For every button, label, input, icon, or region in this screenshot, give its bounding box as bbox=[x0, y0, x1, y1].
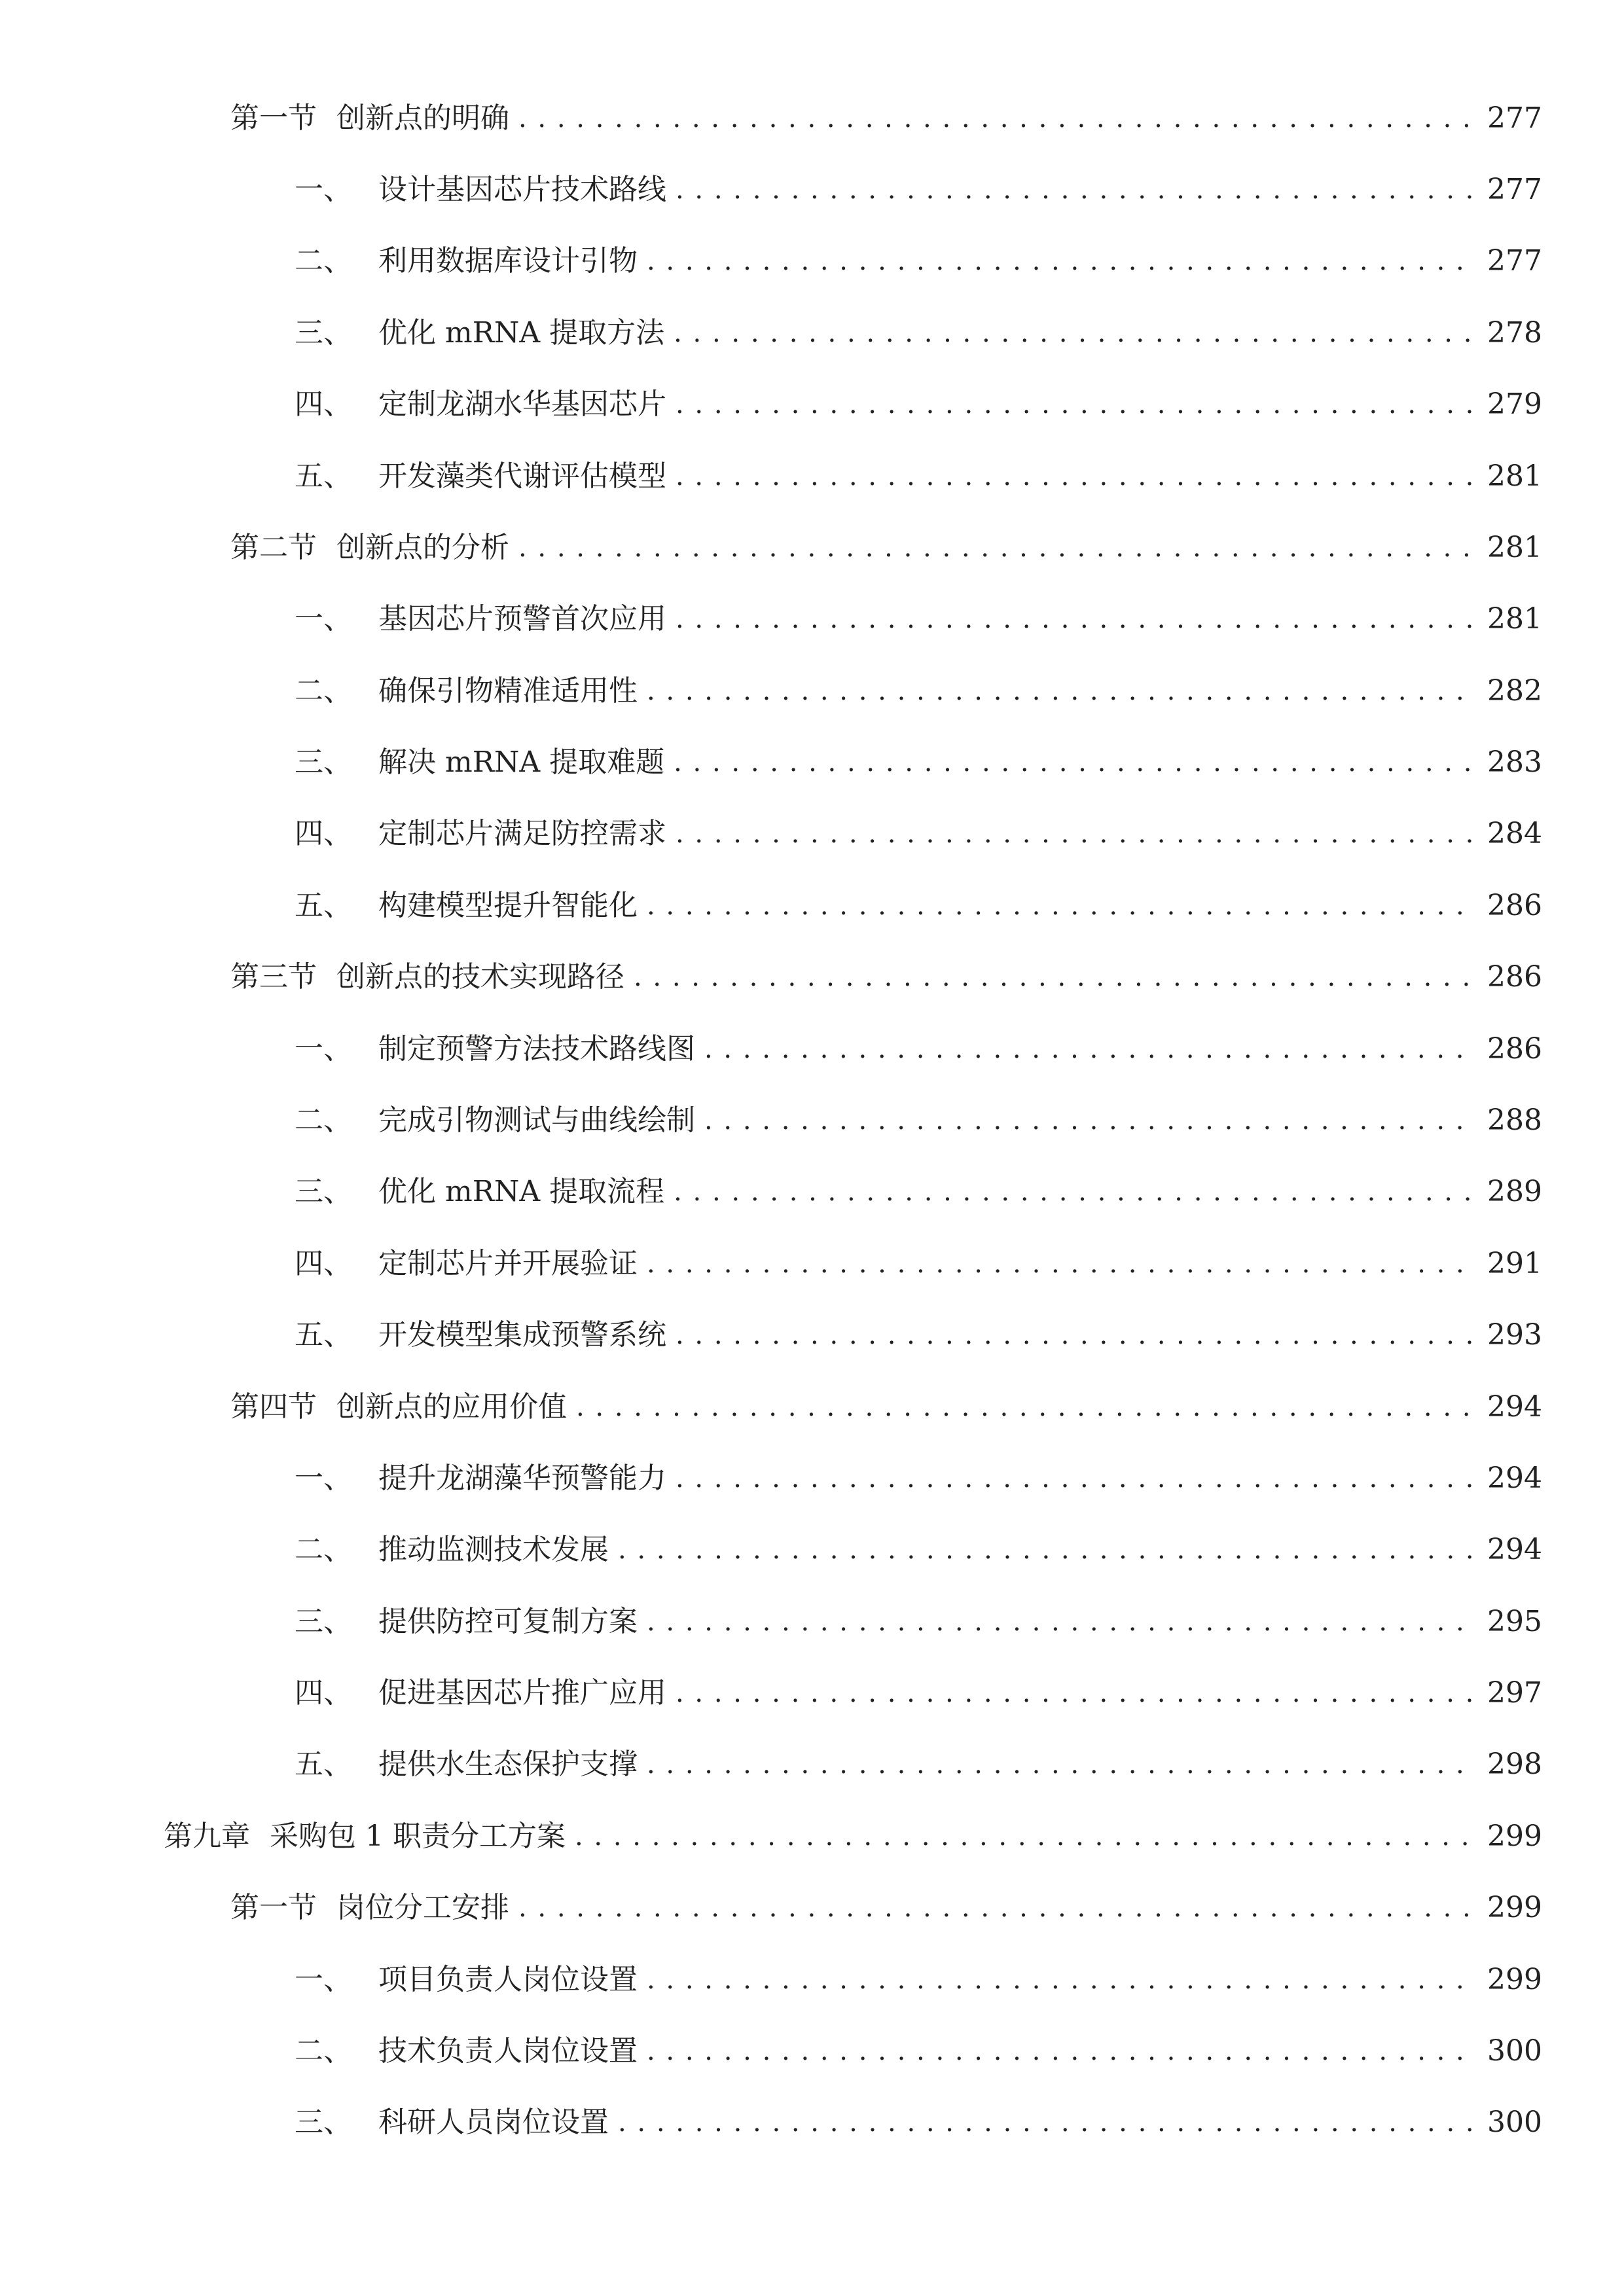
toc-entry-number: 一、 bbox=[295, 1462, 352, 1495]
toc-entry[interactable] bbox=[295, 2096, 1542, 2149]
toc-entry-page: 298 bbox=[1487, 1748, 1542, 1781]
dot-leader bbox=[618, 1524, 1474, 1576]
toc-entry-number: 第九章 bbox=[164, 1820, 250, 1853]
toc-entry-title: 创新点的明确 bbox=[336, 101, 509, 135]
dot-leader bbox=[674, 736, 1474, 789]
dot-leader bbox=[647, 1954, 1474, 2006]
toc-entry-number: 一、 bbox=[295, 1963, 352, 1996]
toc-entry-title: 创新点的技术实现路径 bbox=[336, 960, 624, 994]
toc-entry-number: 四、 bbox=[295, 1247, 352, 1280]
dot-leader bbox=[518, 522, 1474, 574]
toc-entry-page: 286 bbox=[1487, 889, 1542, 922]
toc-entry[interactable] bbox=[164, 1810, 1542, 1863]
toc-entry[interactable] bbox=[230, 522, 1542, 574]
toc-entry-number: 四、 bbox=[295, 1676, 352, 1710]
dot-leader bbox=[634, 951, 1474, 1003]
dot-leader bbox=[647, 1238, 1474, 1290]
toc-entry[interactable] bbox=[295, 378, 1542, 431]
toc-entry-page: 288 bbox=[1487, 1103, 1542, 1137]
toc-entry-number: 二、 bbox=[295, 674, 352, 708]
toc-entry-number: 四、 bbox=[295, 387, 352, 421]
toc-entry-number: 三、 bbox=[295, 745, 352, 779]
dot-leader bbox=[618, 2096, 1474, 2149]
toc-entry-page: 291 bbox=[1487, 1247, 1542, 1280]
toc-entry-number: 二、 bbox=[295, 1103, 352, 1137]
dot-leader bbox=[647, 880, 1474, 932]
dot-leader bbox=[676, 1309, 1474, 1361]
toc-entry-number: 三、 bbox=[295, 316, 352, 350]
toc-entry-page: 299 bbox=[1487, 1891, 1542, 1924]
toc-entry-title: 创新点的应用价值 bbox=[336, 1390, 567, 1424]
toc-entry-page: 277 bbox=[1487, 101, 1542, 135]
toc-entry-title: 利用数据库设计引物 bbox=[378, 244, 638, 278]
toc-entry[interactable] bbox=[295, 1452, 1542, 1505]
toc-entry[interactable] bbox=[295, 235, 1542, 287]
toc-entry-title: 优化 mRNA 提取流程 bbox=[378, 1175, 665, 1208]
toc-entry-page: 300 bbox=[1487, 2106, 1542, 2139]
toc-entry-title: 制定预警方法技术路线图 bbox=[378, 1032, 695, 1066]
toc-entry-title: 基因芯片预警首次应用 bbox=[378, 602, 666, 636]
toc-entry[interactable] bbox=[295, 736, 1542, 789]
dot-leader bbox=[676, 378, 1474, 431]
toc-entry-title: 推动监测技术发展 bbox=[378, 1533, 609, 1566]
toc-entry-page: 297 bbox=[1487, 1676, 1542, 1710]
toc-entry-page: 281 bbox=[1487, 602, 1542, 636]
toc-entry-page: 286 bbox=[1487, 1032, 1542, 1066]
dot-leader bbox=[676, 1667, 1474, 1719]
toc-entry[interactable] bbox=[295, 1596, 1542, 1648]
dot-leader bbox=[647, 1596, 1474, 1648]
toc-entry[interactable] bbox=[295, 1309, 1542, 1361]
toc-entry[interactable] bbox=[230, 951, 1542, 1003]
dot-leader bbox=[518, 1882, 1474, 1934]
dot-leader bbox=[674, 1166, 1474, 1218]
toc-entry[interactable] bbox=[230, 92, 1542, 145]
toc-entry-page: 295 bbox=[1487, 1605, 1542, 1638]
toc-entry-page: 281 bbox=[1487, 459, 1542, 493]
toc-entry-number: 二、 bbox=[295, 1533, 352, 1566]
toc-entry-title: 提供水生态保护支撑 bbox=[378, 1748, 638, 1781]
dot-leader bbox=[704, 1023, 1474, 1075]
dot-leader bbox=[575, 1810, 1474, 1863]
toc-entry-page: 294 bbox=[1487, 1462, 1542, 1495]
toc-entry-page: 294 bbox=[1487, 1390, 1542, 1424]
dot-leader bbox=[518, 92, 1474, 145]
toc-entry-title: 科研人员岗位设置 bbox=[378, 2106, 609, 2139]
toc-entry[interactable] bbox=[295, 1094, 1542, 1147]
toc-entry-number: 四、 bbox=[295, 817, 352, 850]
dot-leader bbox=[676, 593, 1474, 645]
toc-entry[interactable] bbox=[295, 1238, 1542, 1290]
toc-entry[interactable] bbox=[295, 164, 1542, 216]
dot-leader bbox=[647, 1738, 1474, 1791]
toc-entry-number: 第一节 bbox=[230, 101, 317, 135]
toc-entry[interactable] bbox=[295, 880, 1542, 932]
toc-entry-page: 300 bbox=[1487, 2034, 1542, 2068]
toc-entry-number: 二、 bbox=[295, 2034, 352, 2068]
toc-entry-number: 第四节 bbox=[230, 1390, 317, 1424]
toc-entry-page: 299 bbox=[1487, 1963, 1542, 1996]
dot-leader bbox=[674, 307, 1474, 359]
toc-entry-page: 286 bbox=[1487, 960, 1542, 994]
toc-entry-title: 设计基因芯片技术路线 bbox=[378, 173, 666, 206]
toc-entry-title: 定制龙湖水华基因芯片 bbox=[378, 387, 666, 421]
dot-leader bbox=[647, 2025, 1474, 2077]
toc-entry-page: 284 bbox=[1487, 817, 1542, 850]
toc-entry-page: 294 bbox=[1487, 1533, 1542, 1566]
dot-leader bbox=[647, 235, 1474, 287]
toc-entry-page: 277 bbox=[1487, 173, 1542, 206]
toc-entry-title: 创新点的分析 bbox=[336, 531, 509, 564]
toc-entry-title: 提升龙湖藻华预警能力 bbox=[378, 1462, 666, 1495]
toc-entry-number: 第一节 bbox=[230, 1891, 317, 1924]
toc-entry-title: 优化 mRNA 提取方法 bbox=[378, 316, 665, 350]
toc-entry-number: 五、 bbox=[295, 1748, 352, 1781]
toc-entry-page: 279 bbox=[1487, 387, 1542, 421]
toc-entry-number: 第二节 bbox=[230, 531, 317, 564]
toc-entry-page: 289 bbox=[1487, 1175, 1542, 1208]
toc-entry-number: 一、 bbox=[295, 602, 352, 636]
toc-entry[interactable] bbox=[295, 1954, 1542, 2006]
dot-leader bbox=[676, 1452, 1474, 1505]
toc-entry-number: 五、 bbox=[295, 459, 352, 493]
toc-entry-title: 定制芯片满足防控需求 bbox=[378, 817, 666, 850]
toc-entry-number: 二、 bbox=[295, 244, 352, 278]
toc-entry-title: 岗位分工安排 bbox=[336, 1891, 509, 1924]
dot-leader bbox=[676, 164, 1474, 216]
toc-entry[interactable] bbox=[295, 2025, 1542, 2077]
toc-entry-number: 五、 bbox=[295, 1318, 352, 1352]
toc-entry-number: 五、 bbox=[295, 889, 352, 922]
dot-leader bbox=[676, 808, 1474, 860]
toc-entry[interactable] bbox=[295, 307, 1542, 359]
toc-entry[interactable] bbox=[295, 1667, 1542, 1719]
toc-entry-page: 278 bbox=[1487, 316, 1542, 350]
toc-entry[interactable] bbox=[295, 1738, 1542, 1791]
toc-entry[interactable] bbox=[295, 450, 1542, 503]
toc-entry[interactable] bbox=[230, 1882, 1542, 1934]
toc-entry-title: 采购包 1 职责分工方案 bbox=[270, 1820, 566, 1853]
toc-entry-number: 一、 bbox=[295, 173, 352, 206]
toc-entry-page: 282 bbox=[1487, 674, 1542, 708]
toc-entry-title: 技术负责人岗位设置 bbox=[378, 2034, 638, 2068]
dot-leader bbox=[676, 450, 1474, 503]
toc-entry-number: 三、 bbox=[295, 1605, 352, 1638]
toc-entry-title: 完成引物测试与曲线绘制 bbox=[378, 1103, 695, 1137]
toc-entry[interactable] bbox=[295, 1166, 1542, 1218]
toc-entry[interactable] bbox=[295, 593, 1542, 645]
dot-leader bbox=[647, 665, 1474, 717]
toc-entry[interactable] bbox=[295, 1524, 1542, 1576]
toc-entry-title: 开发藻类代谢评估模型 bbox=[378, 459, 666, 493]
toc-entry[interactable] bbox=[295, 665, 1542, 717]
toc-entry-number: 三、 bbox=[295, 2106, 352, 2139]
toc-entry-title: 解决 mRNA 提取难题 bbox=[378, 745, 665, 779]
toc-entry-title: 确保引物精准适用性 bbox=[378, 674, 638, 708]
toc-entry-title: 开发模型集成预警系统 bbox=[378, 1318, 666, 1352]
toc-entry-page: 293 bbox=[1487, 1318, 1542, 1352]
toc-entry-page: 277 bbox=[1487, 244, 1542, 278]
toc-entry-title: 促进基因芯片推广应用 bbox=[378, 1676, 666, 1710]
dot-leader bbox=[576, 1381, 1474, 1433]
toc-entry-title: 构建模型提升智能化 bbox=[378, 889, 638, 922]
toc-entry-page: 299 bbox=[1487, 1820, 1542, 1853]
toc-entry-number: 一、 bbox=[295, 1032, 352, 1066]
toc-entry-title: 定制芯片并开展验证 bbox=[378, 1247, 638, 1280]
toc-entry[interactable] bbox=[230, 1381, 1542, 1433]
toc-entry[interactable] bbox=[295, 808, 1542, 860]
toc-entry-title: 项目负责人岗位设置 bbox=[378, 1963, 638, 1996]
toc-entry-page: 281 bbox=[1487, 531, 1542, 564]
toc-entry-title: 提供防控可复制方案 bbox=[378, 1605, 638, 1638]
toc-entry-page: 283 bbox=[1487, 745, 1542, 779]
toc-entry-number: 第三节 bbox=[230, 960, 317, 994]
toc-entry-number: 三、 bbox=[295, 1175, 352, 1208]
dot-leader bbox=[704, 1094, 1474, 1147]
toc-entry[interactable] bbox=[295, 1023, 1542, 1075]
